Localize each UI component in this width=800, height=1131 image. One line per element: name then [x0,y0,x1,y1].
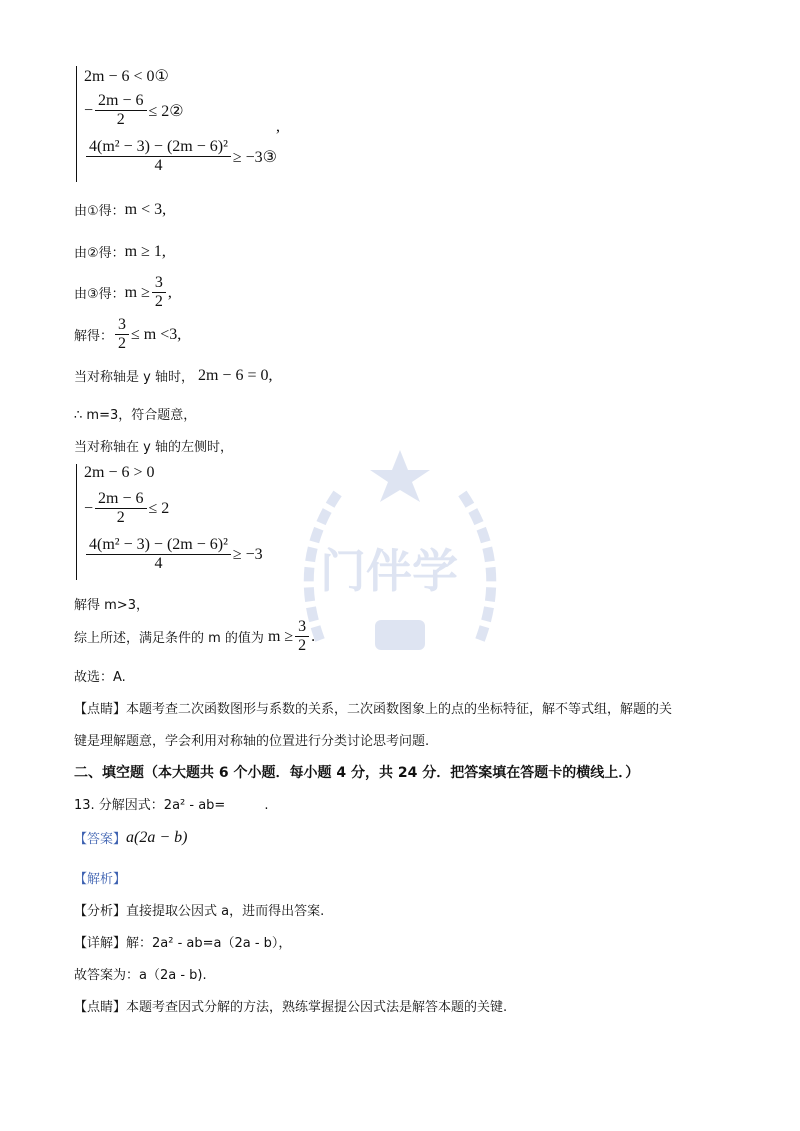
step-6: ∴ m=3，符合题意， [74,408,197,423]
conclusion-2 [74,618,315,655]
fraction [95,490,146,527]
answer [74,828,187,847]
minus-sign: − [84,499,94,517]
fraction-denominator: 2 [154,293,163,310]
analysis-label: 【解析】 [74,872,127,887]
system1-trailing-comma: , [276,118,280,135]
question-13: 13. 分解因式：2a² - ab= . [74,798,269,813]
step-label: 由①得： [74,204,125,219]
inequality-rhs: ≤ 2 [148,499,170,517]
fraction [86,536,231,573]
step-label: 由②得： [74,246,125,261]
conclusion-text: 综上所述，满足条件的 m 的值为 [74,631,264,646]
conclusion-math: . [311,627,316,645]
fraction [115,316,129,353]
watermark-text: 门伴学 [320,544,458,598]
step-4 [74,316,181,353]
fraction-denominator: 2 [118,335,127,352]
system1-eq1: 2m − 6 < 0① [84,68,169,85]
step-2 [74,242,166,261]
fraction-numerator: 3 [295,618,309,637]
step-label: 由③得： [74,287,125,302]
step-3 [74,274,172,311]
watermark-logo [280,440,520,680]
analysis-final: 故答案为：a（2a - b). [74,968,207,983]
section-heading: 二、填空题（本大题共 6 个小题．每小题 4 分，共 24 分．把答案填在答题卡的横线上．） [74,765,640,781]
system1-eq3 [84,138,277,175]
inequality-rhs: ≥ −3 [232,545,263,563]
conclusion-4: 【点睛】本题考查二次函数图形与系数的关系，二次函数图象上的点的坐标特征，解不等式组，解题的关 [74,702,673,717]
fraction-numerator: 4(m² − 3) − (2m − 6)² [86,138,231,157]
system2-brace [76,464,77,580]
fraction-denominator: 2 [298,637,307,654]
step-5 [74,366,272,385]
step-label: 解得： [74,329,114,344]
fraction-numerator: 3 [152,274,166,293]
inequality-rhs: ≤ 2② [148,102,184,120]
fraction-denominator: 4 [154,555,163,572]
step-math: ≤ m <3, [131,325,182,343]
fraction [86,138,231,175]
conclusion-3: 故选：A. [74,670,126,685]
system2-eq1: 2m − 6 > 0 [84,464,155,481]
analysis-fenxi: 【分析】直接提取公因式 a，进而得出答案. [74,904,325,919]
conclusion-1: 解得 m>3， [74,598,149,613]
system2-eq2 [84,490,169,527]
analysis-dianjing: 【点睛】本题考查因式分解的方法，熟练掌握提公因式法是解答本题的关键. [74,1000,508,1015]
answer-label: 【答案】 [74,832,127,847]
fraction-denominator: 4 [154,157,163,174]
fraction-numerator: 2m − 6 [95,92,146,111]
fraction-numerator: 3 [115,316,129,335]
step-math: m ≥ 1, [124,242,166,260]
fraction [95,92,146,129]
inequality-rhs: ≥ −3③ [232,148,278,166]
fraction [295,618,309,655]
step-math: 2m − 6 = 0, [197,366,273,384]
step-math: m ≥ [124,283,150,301]
minus-sign: − [84,101,94,119]
fraction-denominator: 2 [116,111,125,128]
system1-eq2 [84,92,184,129]
system2-eq3 [84,536,263,573]
fraction-denominator: 2 [116,509,125,526]
conclusion-5: 键是理解题意，学会利用对称轴的位置进行分类讨论思考问题. [74,734,430,749]
step-1 [74,200,166,219]
analysis-xiangjie: 【详解】解：2a² - ab=a（2a - b）， [74,936,292,951]
fraction-numerator: 4(m² − 3) − (2m − 6)² [86,536,231,555]
step-math: , [167,283,172,301]
answer-math: a(2a − b) [126,828,188,846]
step-7: 当对称轴在 y 轴的左侧时， [74,440,233,455]
step-math: m < 3, [124,200,167,218]
fraction-numerator: 2m − 6 [95,490,146,509]
system1-brace [76,66,77,182]
step-label: 当对称轴是 y 轴时， [74,370,194,385]
fraction [152,274,166,311]
conclusion-math: m ≥ [267,627,294,645]
